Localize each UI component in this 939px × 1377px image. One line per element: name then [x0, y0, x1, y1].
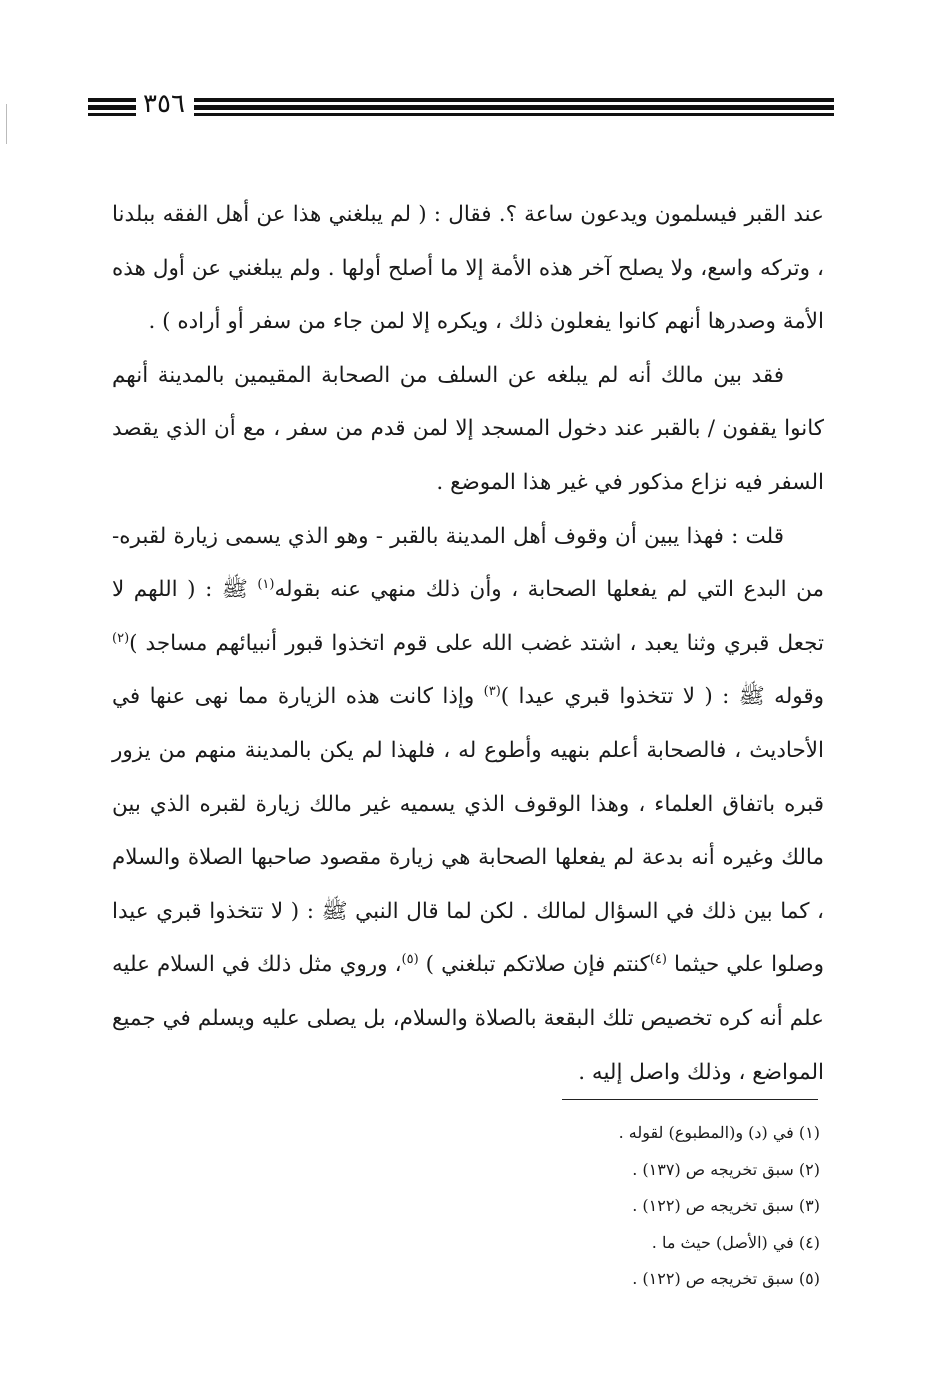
paragraph-3	[112, 510, 824, 1100]
header-rule-right-middle	[194, 105, 834, 110]
footnote-ref-1: (١)	[257, 577, 275, 592]
footnote-divider	[562, 1099, 818, 1100]
footnote-4: (٤) في (الأصل) حيث ما .	[651, 1232, 820, 1252]
header-rule-left-bottom	[88, 113, 136, 116]
paragraph-3-text-3: وقوله ﷺ : ( لا تتخذوا قبري عيدا )	[500, 684, 825, 710]
page-edge-mark	[6, 104, 7, 144]
header-rule-right-bottom	[194, 113, 834, 116]
paragraph-3-text-1: قلت : فهذا يبين أن وقوف أهل المدينة بالقبر - وهو الذي يسمى زيارة لقبره- من البدع التي لم يفعلها الصحابة ، وأن ذلك منهي عنه بقوله	[112, 523, 824, 603]
footnote-ref-2: (٢)	[112, 630, 130, 646]
paragraph-3-text-5: كنتم فإن صلاتكم تبلغني )	[425, 952, 650, 978]
page-number: ٣٥٦	[143, 89, 185, 119]
footnote-1: (١) في (د) و(المطبوع) لقوله .	[618, 1123, 820, 1142]
paragraph-3-text-4: وإذا كانت هذه الزيارة مما نهى عنها في الأحاديث ، فالصحابة أعلم بنهيه وأطوع له ، فلهذا لم يكن بالمدينة منهم من يزور قبره باتفاق العلماء ، وهذا الوقوف الذي يسميه غير مالك زيارة لقبره الذي بين مالك وغيره أنه بدعة لم يفعلها الصحابة هي زيارة مقصود صاحبها الصلاة والسلام ، كما بين ذلك في السؤال لمالك . لكن لما قال النبي ﷺ : ( لا تتخذوا قبري عيدا وصلوا علي حيثما	[112, 684, 824, 978]
header-rule-left-middle	[88, 105, 136, 110]
footnotes	[500, 1115, 820, 1298]
footnote-5: (٥) سبق تخريجه ص (١٢٢) .	[632, 1269, 820, 1288]
header-rule-right-top	[194, 98, 834, 102]
paragraph-3-text-2: ﷺ : ( اللهم لا تجعل قبري وثنا يعبد ، اشتد غضب الله على قوم اتخذوا قبور أنبيائهم مساجد )	[112, 577, 824, 656]
paragraph-3-text-6: ، وروي مثل ذلك في السلام عليه علم أنه كره تخصيص تلك البقعة بالصلاة والسلام، بل يصلى عليه ويسلم في جميع المواضع ، وذلك واصل إليه .	[112, 952, 824, 1085]
footnote-2: (٢) سبق تخريجه ص (١٣٧) .	[632, 1159, 820, 1179]
footnote-ref-3: (٣)	[483, 684, 501, 700]
footnote-3: (٣) سبق تخريجه ص (١٢٢) .	[632, 1196, 820, 1215]
page-header	[88, 89, 834, 124]
paragraph-1: عند القبر فيسلمون ويدعون ساعة ؟. فقال : ( لم يبلغني هذا عن أهل الفقه ببلدنا ، وتركه واسع، ولا يصلح آخر هذه الأمة إلا ما أصلح أولها . ولم يبلغني عن أول هذه الأمة وصدرها أنهم كانوا يفعلون ذلك ، ويكره إلا لمن جاء من سفر أو أراده ) .	[112, 202, 825, 335]
paragraph-2: فقد بين مالك أنه لم يبلغه عن السلف من الصحابة المقيمين بالمدينة أنهم كانوا يقفون / بالقبر عند دخول المسجد إلا لمن قدم من سفر ، مع أن الذي يقصد السفر فيه نزاع مذكور في غير هذا الموضع .	[112, 362, 824, 495]
footnote-ref-4: (٤)	[649, 952, 667, 968]
main-text	[112, 188, 824, 1099]
header-rule-left-top	[88, 98, 136, 102]
footnote-ref-5: (٥)	[401, 952, 419, 968]
